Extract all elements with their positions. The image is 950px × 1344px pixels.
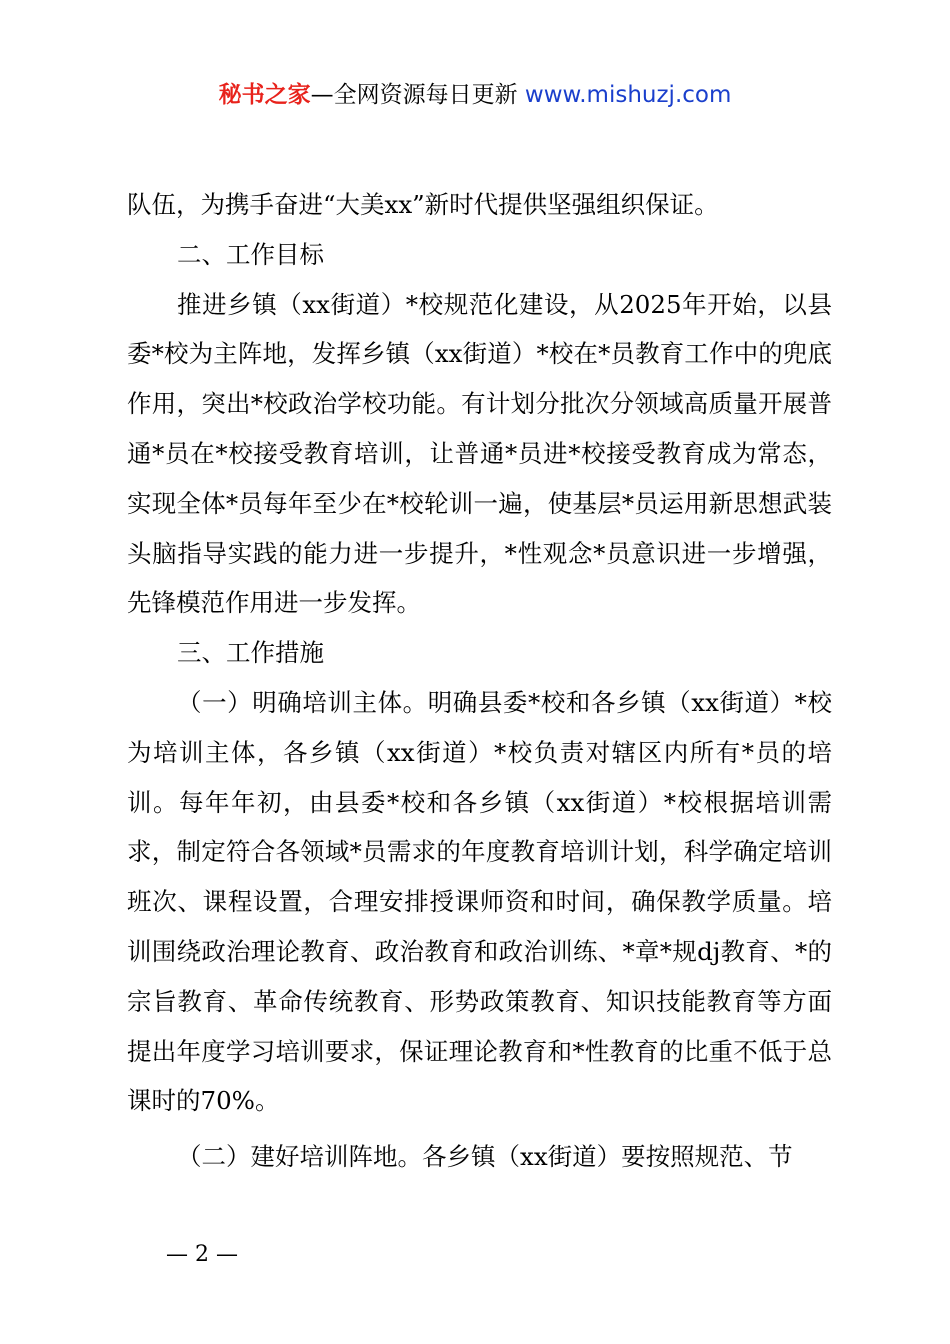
section-heading-goals: 二、工作目标 xyxy=(177,239,324,269)
paragraph-continuation: 队伍，为携手奋进“大美xx”新时代提供坚强组织保证。 xyxy=(127,190,719,219)
website-link[interactable]: www.mishuzj.com xyxy=(524,82,732,108)
paragraph-measure-2: （二）建好培训阵地。各乡镇（xx街道）要按照规范、节 xyxy=(177,1142,793,1172)
page-number: — 2 — xyxy=(166,1242,238,1267)
brand-name: 秘书之家 xyxy=(218,82,311,108)
document-body xyxy=(127,180,832,1182)
page-header xyxy=(0,78,950,112)
header-tagline: —全网资源每日更新 xyxy=(310,82,525,108)
paragraph-measure-1: （一）明确培训主体。明确县委*校和各乡镇（xx街道）*校为培训主体，各乡镇（xx街道）*校负责对辖区内所有*员的培训。每年年初，由县委*校和各乡镇（xx街道）*校根据培训需求，制定符合各领域*员需求的年度教育培训计划，科学确定培训班次、课程设置，合理安排授课师资和时间，确保教学质量。培训围绕政治理论教育、政治教育和政治训练、*章*规dj教育、*的宗旨教育、革命传统教育、形势政策教育、知识技能教育等方面提出年度学习培训要求，保证理论教育和*性教育的比重不低于总课时的70%。 xyxy=(127,687,832,1116)
section-heading-measures: 三、工作措施 xyxy=(177,638,324,668)
paragraph-goals: 推进乡镇（xx街道）*校规范化建设，从2025年开始，以县委*校为主阵地，发挥乡镇（xx街道）*校在*员教育工作中的兜底作用，突出*校政治学校功能。有计划分批次分领域高质量开展普通*员在*校接受教育培训，让普通*员进*校接受教育成为常态，实现全体*员每年至少在*校轮训一遍，使基层*员运用新思想武装头脑指导实践的能力进一步提升，*性观念*员意识进一步增强，先锋模范作用进一步发挥。 xyxy=(127,289,832,618)
